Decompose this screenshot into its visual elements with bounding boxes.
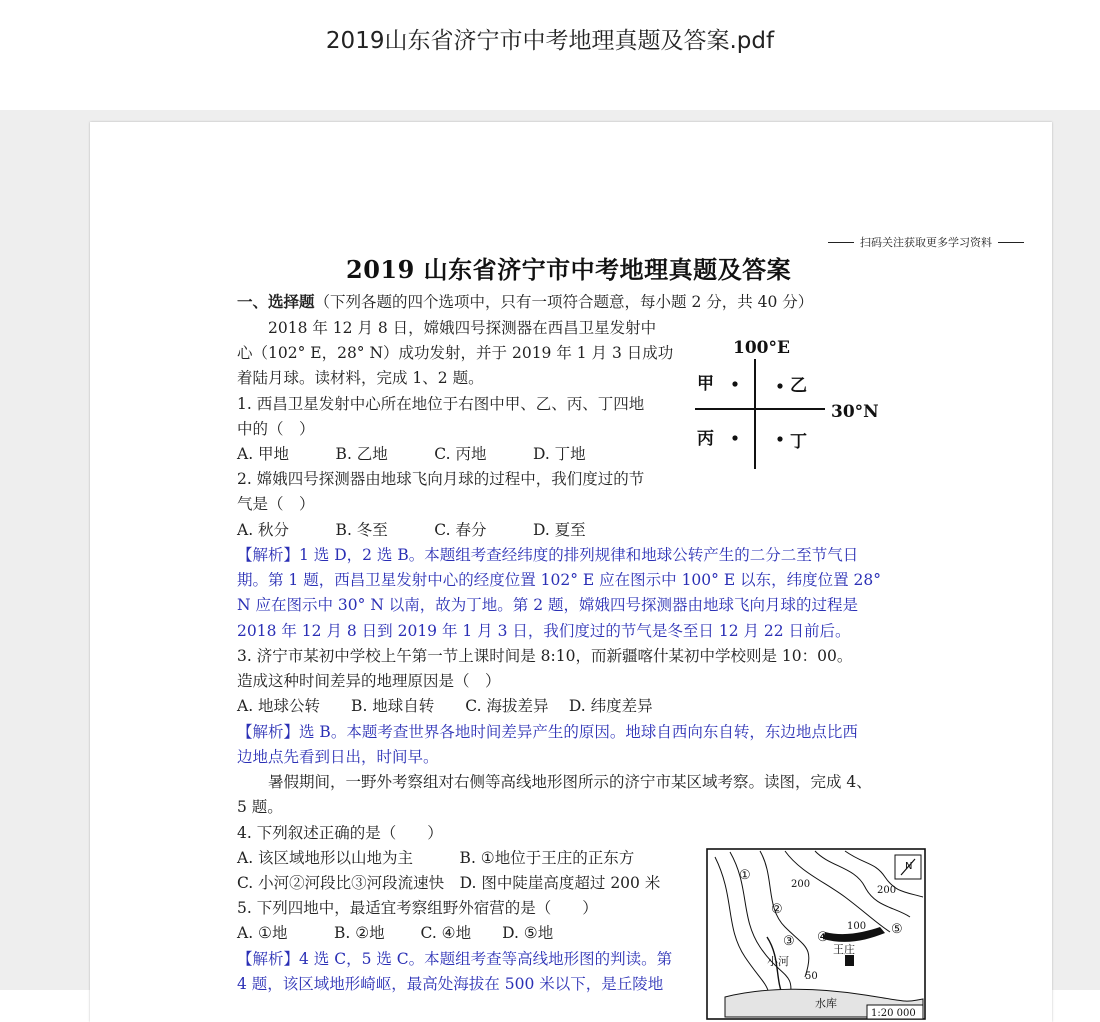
meridian-label: 100°E [733,338,790,358]
scale-text: 1:20 000 [871,1008,916,1019]
section-heading: 一、选择题（下列各题的四个选项中，只有一项符合题意，每小题 2 分，共 40 分） [237,292,814,311]
map-scale [867,1005,923,1019]
contour-value: 200 [877,885,897,896]
document-title: 2019山东省济宁市中考地理真题及答案.pdf [325,28,775,54]
contour-value: 50 [805,971,818,982]
text-line: 心（102° E，28° N）成功发射，并于 2019 年 1 月 3 日成功 [237,344,674,362]
label-wangzhuang: 王庄 [833,943,855,956]
analysis-line: 边地点先看到日出，时间早。 [237,748,439,766]
question-5: 5. 下列四地中，最适宜考察组野外宿营的是（ ） [237,899,598,917]
label-reservoir: 水库 [815,997,837,1010]
question-4-options: C. 小河②河段比③河段流速快 D. 图中陡崖高度超过 200 米 [237,874,661,892]
text-line: 2018 年 12 月 8 日，嫦娥四号探测器在西昌卫星发射中 [237,319,657,337]
question-3-options: A. 地球公转 B. 地球自转 C. 海拔差异 D. 纬度差异 [237,697,653,715]
question-5-options: A. ①地 B. ②地 C. ④地 D. ⑤地 [237,924,554,942]
pdf-viewer[interactable] [0,110,1100,1019]
question-3: 3. 济宁市某初中学校上午第一节上课时间是 8:10，而新疆喀什某初中学校则是 10：00。 [237,647,853,665]
point-ding: 丁 [790,432,807,452]
text-line: 5 题。 [237,798,283,816]
paper-title: 2019 山东省济宁市中考地理真题及答案 [346,255,792,284]
header-note: 扫码关注获取更多学习资料 [828,234,1024,250]
north-label: N [905,861,913,872]
question-1-cont: 中的（ ） [237,420,315,438]
question-3-cont: 造成这种时间差异的地理原因是（ ） [237,672,501,690]
analysis-line: 【解析】选 B。本题考查世界各地时间差异产生的原因。地球自西向东自转，东边地点比西 [237,723,858,741]
text-line: 暑假期间，一野外考察组对右侧等高线地形图所示的济宁市某区域考察。读图，完成 4、 [237,773,872,791]
question-4-options: A. 该区域地形以山地为主 B. ①地位于王庄的正东方 [237,849,635,867]
latlong-diagram [693,327,893,477]
point-jia: 甲 [697,374,714,394]
analysis-line: 2018 年 12 月 8 日到 2019 年 1 月 3 日，我们度过的节气是冬至日 12 月 22 日前后。 [237,622,851,640]
label-2: ② [771,902,783,917]
label-4: ④ [817,930,829,945]
point-bing: 丙 [697,429,714,449]
question-4: 4. 下列叙述正确的是（ ） [237,824,443,842]
contour-value: 100 [847,921,867,932]
analysis-line: 【解析】1 选 D，2 选 B。本题组考查经纬度的排列规律和地球公转产生的二分二至节气日 [237,546,859,564]
contour-value: 200 [791,879,811,890]
point-yi: 乙 [790,376,807,396]
parallel-label: 30°N [831,402,879,422]
analysis-line: 4 题，该区域地形崎岖，最高处海拔在 500 米以下，是丘陵地 [237,975,664,993]
question-2: 2. 嫦娥四号探测器由地球飞向月球的过程中，我们度过的节 [237,470,645,488]
point-yi-dot [777,383,782,388]
north-arrow-icon [895,855,921,879]
label-1: ① [739,868,751,883]
point-jia-dot [732,381,737,386]
label-3: ③ [783,934,795,949]
question-2-options: A. 秋分 B. 冬至 C. 春分 D. 夏至 [237,521,586,539]
pdf-page [90,122,1052,1022]
title-bar [0,0,1100,110]
analysis-line: 【解析】4 选 C，5 选 C。本题组考查等高线地形图的判读。第 [237,950,673,968]
point-ding-dot [777,436,782,441]
text-line: 着陆月球。读材料，完成 1、2 题。 [237,369,484,387]
village-mark [845,955,854,966]
label-river: 小河 [767,955,789,968]
question-2-cont: 气是（ ） [237,495,315,513]
point-bing-dot [732,435,737,440]
label-5: ⑤ [891,922,903,937]
question-1-options: A. 甲地 B. 乙地 C. 丙地 D. 丁地 [237,445,586,463]
question-1: 1. 西昌卫星发射中心所在地位于右图中甲、乙、丙、丁四地 [237,395,645,413]
analysis-line: 期。第 1 题，西昌卫星发射中心的经度位置 102° E 应在图示中 100° E 以东，纬度位置 28° [237,571,881,589]
analysis-line: N 应在图示中 30° N 以南，故为丁地。第 2 题，嫦娥四号探测器由地球飞向月球的过程是 [237,596,859,614]
contour-map [705,837,930,1022]
